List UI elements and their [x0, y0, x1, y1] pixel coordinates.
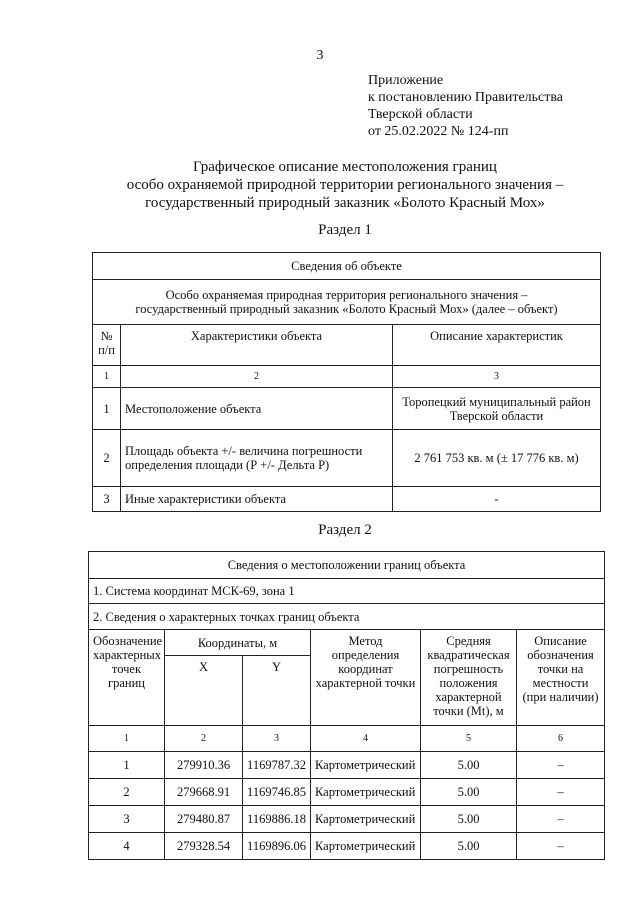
column-index: 3	[393, 366, 601, 388]
column-index: 4	[311, 726, 421, 752]
table-row	[89, 779, 605, 806]
column-index: 6	[517, 726, 605, 752]
row-number: 3	[93, 487, 121, 512]
point-x: 279480.87	[165, 806, 243, 833]
point-description: –	[517, 779, 605, 806]
section-1-heading: Раздел 1	[318, 222, 372, 238]
column-index: 3	[243, 726, 311, 752]
object-info-table	[92, 252, 601, 512]
point-x: 279328.54	[165, 833, 243, 860]
header-x: X	[165, 656, 243, 726]
appendix-line: Приложение	[368, 73, 444, 88]
points-title: 2. Сведения о характерных точках границ объекта	[89, 604, 605, 630]
table-row	[89, 833, 605, 860]
point-id: 3	[89, 806, 165, 833]
column-index: 1	[89, 726, 165, 752]
point-description: –	[517, 806, 605, 833]
point-error: 5.00	[421, 779, 517, 806]
title-line: Графическое описание местоположения границ	[193, 159, 497, 175]
header-error: Средняя квадратическая погрешность положения характерной точки (Мt), м	[421, 630, 517, 726]
point-id: 4	[89, 833, 165, 860]
table-row	[89, 752, 605, 779]
point-error: 5.00	[421, 806, 517, 833]
object-name-line: государственный природный заказник «Болото Красный Мох» (далее – объект)	[135, 302, 558, 316]
title-line: особо охраняемой природной территории регионального значения –	[126, 177, 564, 193]
point-description: –	[517, 752, 605, 779]
row-characteristic: Иные характеристики объекта	[121, 487, 393, 512]
object-name-cell	[93, 280, 601, 325]
header-description: Описание характеристик	[393, 325, 601, 366]
column-index: 2	[121, 366, 393, 388]
object-name-line: Особо охраняемая природная территория регионального значения –	[165, 288, 528, 302]
appendix-line: от 25.02.2022 № 124-пп	[368, 124, 509, 139]
appendix-line: Тверской области	[368, 107, 473, 122]
table-title: Сведения о местоположении границ объекта	[89, 552, 605, 579]
appendix-block	[368, 72, 563, 140]
page-number: 3	[316, 48, 324, 63]
point-method: Картометрический	[311, 833, 421, 860]
point-method: Картометрический	[311, 752, 421, 779]
table-title: Сведения об объекте	[93, 253, 601, 280]
point-id: 2	[89, 779, 165, 806]
row-number: 1	[93, 388, 121, 430]
point-y: 1169746.85	[243, 779, 311, 806]
table-row	[93, 487, 601, 512]
column-index: 5	[421, 726, 517, 752]
point-y: 1169886.18	[243, 806, 311, 833]
column-index: 1	[93, 366, 121, 388]
point-error: 5.00	[421, 752, 517, 779]
header-number: № п/п	[93, 325, 121, 366]
table-row	[93, 388, 601, 430]
point-description: –	[517, 833, 605, 860]
title-line: государственный природный заказник «Болото Красный Мох»	[145, 195, 545, 211]
point-id: 1	[89, 752, 165, 779]
header-point-description: Описание обозначения точки на местности (при наличии)	[517, 630, 605, 726]
section-2-heading: Раздел 2	[318, 522, 372, 538]
header-point: Обозначение характерных точек границ	[89, 630, 165, 726]
header-coordinates: Координаты, м	[165, 630, 311, 656]
point-x: 279668.91	[165, 779, 243, 806]
row-number: 2	[93, 430, 121, 487]
table-row	[93, 430, 601, 487]
row-characteristic: Площадь объекта +/- величина погрешности определения площади (Р +/- Дельта Р)	[121, 430, 393, 487]
point-y: 1169896.06	[243, 833, 311, 860]
appendix-line: к постановлению Правительства	[368, 90, 564, 105]
point-method: Картометрический	[311, 806, 421, 833]
coordinate-system: 1. Система координат МСК-69, зона 1	[89, 579, 605, 604]
header-characteristics: Характеристики объекта	[121, 325, 393, 366]
row-description: 2 761 753 кв. м (± 17 776 кв. м)	[393, 430, 601, 487]
header-method: Метод определения координат характерной точки	[311, 630, 421, 726]
row-characteristic: Местоположение объекта	[121, 388, 393, 430]
row-description: -	[393, 487, 601, 512]
header-y: Y	[243, 656, 311, 726]
point-y: 1169787.32	[243, 752, 311, 779]
boundary-points-table	[88, 551, 605, 860]
table-row	[89, 806, 605, 833]
column-index: 2	[165, 726, 243, 752]
point-x: 279910.36	[165, 752, 243, 779]
row-description: Торопецкий муниципальный район Тверской области	[393, 388, 601, 430]
document-title	[0, 158, 640, 212]
point-method: Картометрический	[311, 779, 421, 806]
point-error: 5.00	[421, 833, 517, 860]
